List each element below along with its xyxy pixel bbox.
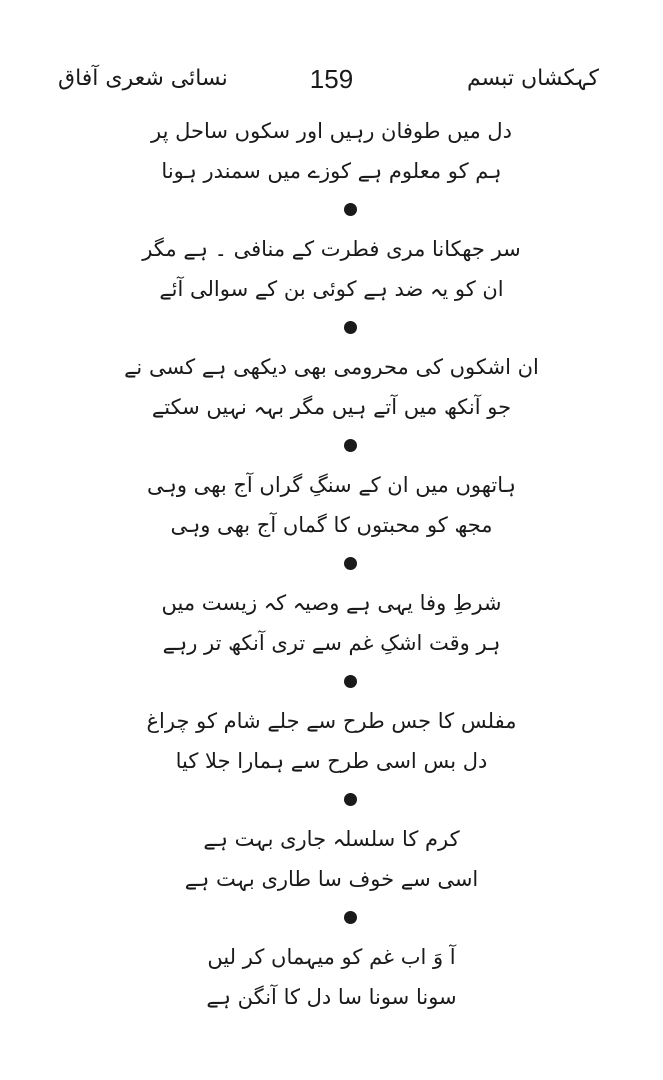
- stanza: [0, 934, 663, 1052]
- separator-dot: [344, 675, 357, 688]
- stanza: [0, 226, 663, 344]
- stanza: [0, 698, 663, 816]
- page-number: 159: [309, 64, 354, 94]
- verse-line: شرطِ وفا یہی ہے وصیہ کہ زیست میں: [161, 591, 502, 615]
- verse-line: اسی سے خوف سا طاری بہت ہے: [184, 867, 479, 891]
- verse-line: دل بس اسی طرح سے ہمارا جلا کیا: [175, 749, 488, 773]
- verse-line: ہاتھوں میں ان کے سنگِ گراں آج بھی وہی: [147, 473, 516, 497]
- stanza: [0, 580, 663, 698]
- separator-dot: [344, 203, 357, 216]
- verse-line: ہم کو معلوم ہے کوزے میں سمندر ہونا: [161, 159, 502, 183]
- page-header: [30, 62, 633, 106]
- poem-body: [0, 108, 663, 1052]
- verse-line: مفلس کا جس طرح سے جلے شام کو چراغ: [146, 709, 517, 733]
- verse-line: ان کو یہ ضد ہے کوئی بن کے سوالی آئے: [159, 277, 504, 301]
- verse-line: ہر وقت اشکِ غم سے تری آنکھ تر رہے: [162, 631, 501, 655]
- stanza: [0, 344, 663, 462]
- stanza: [0, 108, 663, 226]
- separator-dot: [344, 321, 357, 334]
- verse-line: سونا سونا سا دل کا آنگن ہے: [206, 985, 457, 1009]
- verse-line: کرم کا سلسلہ جاری بہت ہے: [203, 827, 460, 851]
- verse-line: مجھ کو محبتوں کا گماں آج بھی وہی: [170, 513, 493, 537]
- verse-line: دل میں طوفان رہیں اور سکوں ساحل پر: [151, 119, 512, 143]
- verse-line: جو آنکھ میں آتے ہیں مگر بہہ نہیں سکتے: [151, 395, 512, 419]
- verse-line: سر جھکانا مری فطرت کے منافی ۔ ہے مگر: [142, 237, 521, 261]
- stanza: [0, 462, 663, 580]
- stanza: [0, 816, 663, 934]
- verse-line: ان اشکوں کی محرومی بھی دیکھی ہے کسی نے: [124, 355, 539, 379]
- poet-name: کہکشاں تبسم: [466, 66, 599, 91]
- verse-line: آ وَ اب غم کو میہماں کر لیں: [207, 945, 456, 969]
- separator-dot: [344, 793, 357, 806]
- separator-dot: [344, 439, 357, 452]
- separator-dot: [344, 557, 357, 570]
- separator-dot: [344, 911, 357, 924]
- book-title: نسائی شعری آفاق: [58, 66, 228, 91]
